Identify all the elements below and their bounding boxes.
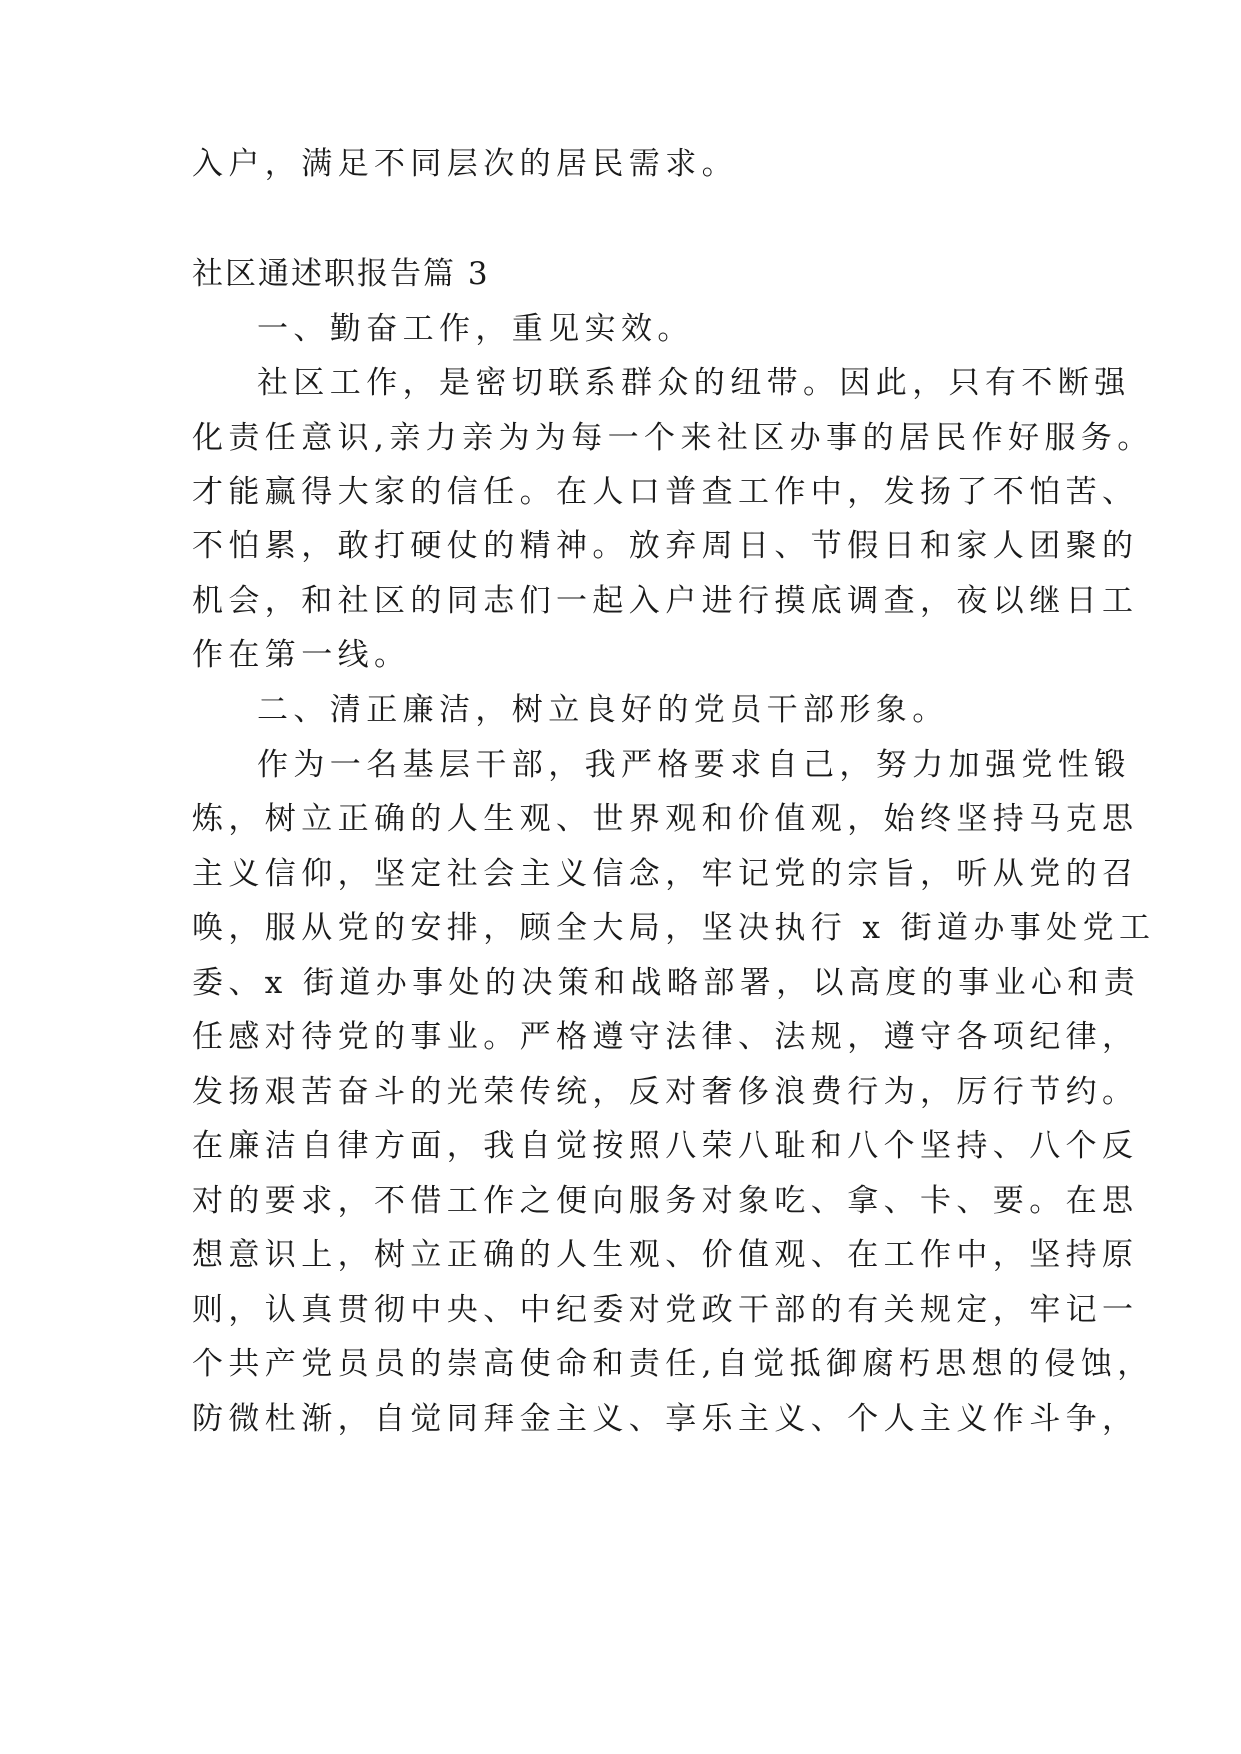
paragraph-line: 任感对待党的事业。严格遵守法律、法规，遵守各项纪律， <box>192 1019 1139 1055</box>
paragraph-line: 唤，服从党的安排，顾全大局，坚决执行 x 街道办事处党工 <box>192 910 1156 946</box>
paragraph-line: 防微杜渐，自觉同拜金主义、享乐主义、个人主义作斗争， <box>192 1401 1139 1437</box>
paragraph-line: 发扬艰苦奋斗的光荣传统，反对奢侈浪费行为，厉行节约。 <box>192 1074 1139 1110</box>
section-title: 社区通述职报告篇 3 <box>192 256 490 292</box>
paragraph-line: 个共产党员员的崇高使命和责任,自觉抵御腐朽思想的侵蚀， <box>192 1346 1154 1382</box>
paragraph-line: 在廉洁自律方面，我自觉按照八荣八耻和八个坚持、八个反 <box>192 1128 1139 1164</box>
subheading-2: 二、清正廉洁，树立良好的党员干部形象。 <box>257 692 949 728</box>
paragraph-line: 委、x 街道办事处的决策和战略部署，以高度的事业心和责 <box>192 965 1141 1001</box>
subheading-1: 一、勤奋工作，重见实效。 <box>257 311 694 347</box>
paragraph-line: 不怕累，敢打硬仗的精神。放弃周日、节假日和家人团聚的 <box>192 528 1139 564</box>
paragraph-line: 炼，树立正确的人生观、世界观和价值观，始终坚持马克思 <box>192 801 1139 837</box>
paragraph-line: 作为一名基层干部，我严格要求自己，努力加强党性锻 <box>257 747 1131 783</box>
paragraph-line: 社区工作，是密切联系群众的纽带。因此，只有不断强 <box>257 365 1131 401</box>
paragraph-line: 化责任意识,亲力亲为为每一个来社区办事的居民作好服务。 <box>192 420 1154 456</box>
paragraph-line: 才能赢得大家的信任。在人口普查工作中，发扬了不怕苦、 <box>192 474 1139 510</box>
paragraph-continuation: 入户，满足不同层次的居民需求。 <box>192 146 738 182</box>
paragraph-line: 机会，和社区的同志们一起入户进行摸底调查，夜以继日工 <box>192 583 1139 619</box>
paragraph-line: 主义信仰，坚定社会主义信念，牢记党的宗旨，听从党的召 <box>192 856 1139 892</box>
paragraph-line: 作在第一线。 <box>192 637 411 673</box>
paragraph-line: 对的要求，不借工作之便向服务对象吃、拿、卡、要。在思 <box>192 1183 1139 1219</box>
paragraph-line: 想意识上，树立正确的人生观、价值观、在工作中，坚持原 <box>192 1237 1139 1273</box>
paragraph-line: 则，认真贯彻中央、中纪委对党政干部的有关规定，牢记一 <box>192 1292 1139 1328</box>
